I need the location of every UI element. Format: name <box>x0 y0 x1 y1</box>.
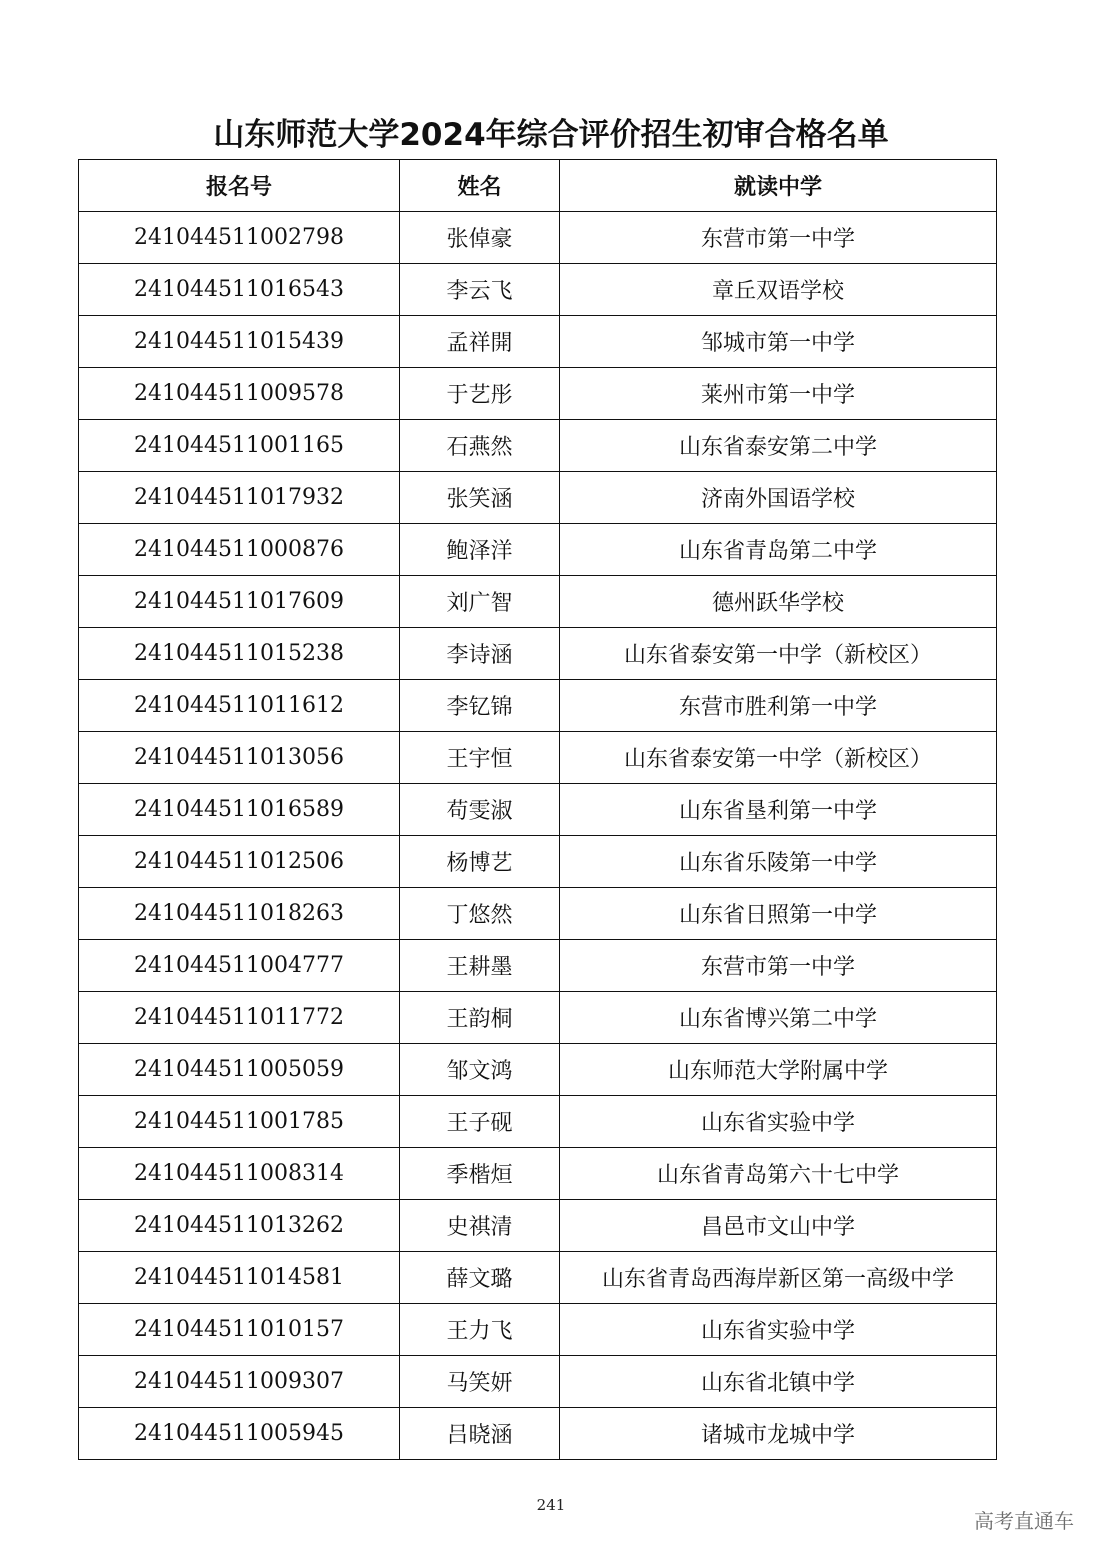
school-cell: 山东省实验中学 <box>560 1304 997 1356</box>
registration-number-cell: 241044511013262 <box>79 1200 400 1252</box>
student-name-cell: 王耕墨 <box>400 940 560 992</box>
registration-number-cell: 241044511013056 <box>79 732 400 784</box>
table-row <box>79 472 997 524</box>
table-row <box>79 368 997 420</box>
column-header-registration-number: 报名号 <box>79 160 400 212</box>
table-row <box>79 1096 997 1148</box>
student-name-cell: 石燕然 <box>400 420 560 472</box>
column-header-name: 姓名 <box>400 160 560 212</box>
school-cell: 山东省青岛第六十七中学 <box>560 1148 997 1200</box>
student-name-cell: 刘广智 <box>400 576 560 628</box>
registration-number-cell: 241044511016589 <box>79 784 400 836</box>
table-row <box>79 524 997 576</box>
registration-number-cell: 241044511005059 <box>79 1044 400 1096</box>
table-row <box>79 888 997 940</box>
admission-list-table <box>78 159 997 1460</box>
school-cell: 莱州市第一中学 <box>560 368 997 420</box>
registration-number-cell: 241044511010157 <box>79 1304 400 1356</box>
registration-number-cell: 241044511009578 <box>79 368 400 420</box>
student-name-cell: 于艺彤 <box>400 368 560 420</box>
registration-number-cell: 241044511009307 <box>79 1356 400 1408</box>
student-name-cell: 王宇恒 <box>400 732 560 784</box>
table-row <box>79 1356 997 1408</box>
school-cell: 山东省青岛第二中学 <box>560 524 997 576</box>
student-name-cell: 马笑妍 <box>400 1356 560 1408</box>
student-name-cell: 薛文璐 <box>400 1252 560 1304</box>
school-cell: 东营市胜利第一中学 <box>560 680 997 732</box>
watermark-text: 高考直通车 <box>974 1509 1074 1533</box>
registration-number-cell: 241044511012506 <box>79 836 400 888</box>
registration-number-cell: 241044511015238 <box>79 628 400 680</box>
registration-number-cell: 241044511001785 <box>79 1096 400 1148</box>
school-cell: 章丘双语学校 <box>560 264 997 316</box>
school-cell: 山东师范大学附属中学 <box>560 1044 997 1096</box>
registration-number-cell: 241044511011772 <box>79 992 400 1044</box>
student-name-cell: 杨博艺 <box>400 836 560 888</box>
registration-number-cell: 241044511002798 <box>79 212 400 264</box>
student-name-cell: 邹文鸿 <box>400 1044 560 1096</box>
registration-number-cell: 241044511015439 <box>79 316 400 368</box>
table-row <box>79 1044 997 1096</box>
school-cell: 山东省博兴第二中学 <box>560 992 997 1044</box>
registration-number-cell: 241044511011612 <box>79 680 400 732</box>
table-header-row <box>79 160 997 212</box>
school-cell: 德州跃华学校 <box>560 576 997 628</box>
registration-number-cell: 241044511017609 <box>79 576 400 628</box>
table-row <box>79 992 997 1044</box>
table-row <box>79 264 997 316</box>
school-cell: 山东省泰安第一中学（新校区） <box>560 628 997 680</box>
page-title: 山东师范大学2024年综合评价招生初审合格名单 <box>213 117 889 153</box>
table-row <box>79 1304 997 1356</box>
student-name-cell: 李云飞 <box>400 264 560 316</box>
student-name-cell: 王子砚 <box>400 1096 560 1148</box>
school-cell: 济南外国语学校 <box>560 472 997 524</box>
school-cell: 诸城市龙城中学 <box>560 1408 997 1460</box>
student-name-cell: 王力飞 <box>400 1304 560 1356</box>
student-name-cell: 苟雯淑 <box>400 784 560 836</box>
school-cell: 山东省泰安第二中学 <box>560 420 997 472</box>
student-name-cell: 张倬豪 <box>400 212 560 264</box>
table-row <box>79 576 997 628</box>
school-cell: 山东省日照第一中学 <box>560 888 997 940</box>
student-name-cell: 鲍泽洋 <box>400 524 560 576</box>
registration-number-cell: 241044511004777 <box>79 940 400 992</box>
school-cell: 山东省实验中学 <box>560 1096 997 1148</box>
student-name-cell: 丁悠然 <box>400 888 560 940</box>
table-row <box>79 680 997 732</box>
school-cell: 山东省青岛西海岸新区第一高级中学 <box>560 1252 997 1304</box>
table-row <box>79 836 997 888</box>
student-name-cell: 张笑涵 <box>400 472 560 524</box>
school-cell: 东营市第一中学 <box>560 940 997 992</box>
registration-number-cell: 241044511000876 <box>79 524 400 576</box>
table-row <box>79 316 997 368</box>
school-cell: 山东省乐陵第一中学 <box>560 836 997 888</box>
table-row <box>79 1252 997 1304</box>
student-name-cell: 李诗涵 <box>400 628 560 680</box>
table-row <box>79 1408 997 1460</box>
student-name-cell: 孟祥開 <box>400 316 560 368</box>
registration-number-cell: 241044511016543 <box>79 264 400 316</box>
registration-number-cell: 241044511008314 <box>79 1148 400 1200</box>
table-row <box>79 784 997 836</box>
student-name-cell: 史祺清 <box>400 1200 560 1252</box>
school-cell: 山东省北镇中学 <box>560 1356 997 1408</box>
registration-number-cell: 241044511005945 <box>79 1408 400 1460</box>
student-name-cell: 王韵桐 <box>400 992 560 1044</box>
table-row <box>79 1148 997 1200</box>
school-cell: 昌邑市文山中学 <box>560 1200 997 1252</box>
table-row <box>79 940 997 992</box>
student-name-cell: 吕晓涵 <box>400 1408 560 1460</box>
school-cell: 东营市第一中学 <box>560 212 997 264</box>
registration-number-cell: 241044511018263 <box>79 888 400 940</box>
table-row <box>79 628 997 680</box>
school-cell: 邹城市第一中学 <box>560 316 997 368</box>
student-name-cell: 李钇锦 <box>400 680 560 732</box>
registration-number-cell: 241044511014581 <box>79 1252 400 1304</box>
school-cell: 山东省泰安第一中学（新校区） <box>560 732 997 784</box>
table-row <box>79 420 997 472</box>
table-body <box>79 212 997 1460</box>
student-name-cell: 季楷烜 <box>400 1148 560 1200</box>
table-row <box>79 732 997 784</box>
table-row <box>79 1200 997 1252</box>
registration-number-cell: 241044511001165 <box>79 420 400 472</box>
column-header-school: 就读中学 <box>560 160 997 212</box>
page-number: 241 <box>536 1496 566 1514</box>
school-cell: 山东省垦利第一中学 <box>560 784 997 836</box>
registration-number-cell: 241044511017932 <box>79 472 400 524</box>
table-row <box>79 212 997 264</box>
